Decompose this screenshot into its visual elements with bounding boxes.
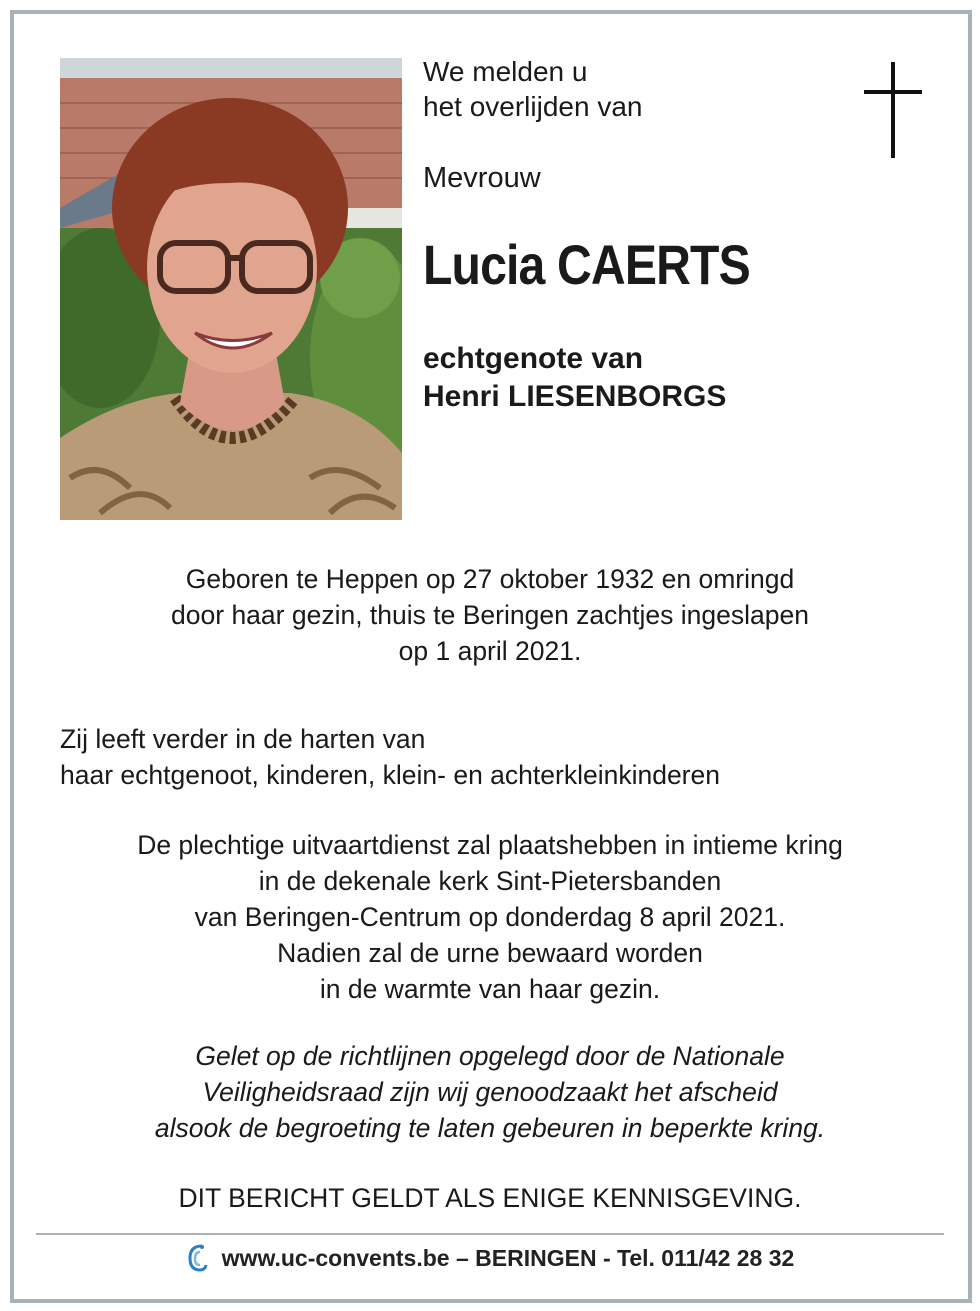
birth-line: door haar gezin, thuis te Beringen zachtjes ingeslapen bbox=[171, 600, 809, 630]
spouse-name: Henri LIESENBORGS bbox=[423, 380, 727, 413]
service-line: in de warmte van haar gezin. bbox=[319, 974, 661, 1004]
spouse-line: echtgenote van bbox=[423, 342, 644, 375]
birth-line: op 1 april 2021. bbox=[398, 636, 582, 666]
closing-line: DIT BERICHT GELDT ALS ENIGE KENNISGEVING. bbox=[178, 1183, 802, 1213]
footer bbox=[0, 1241, 980, 1275]
cross-icon bbox=[864, 62, 922, 165]
deceased-name: Lucia CAERTS bbox=[423, 233, 750, 296]
honorific: Mevrouw bbox=[423, 162, 541, 194]
lives-on-paragraph bbox=[60, 721, 720, 793]
service-paragraph bbox=[40, 827, 940, 1007]
service-line: van Beringen-Centrum op donderdag 8 april 2021. bbox=[194, 902, 786, 932]
service-line: Nadien zal de urne bewaard worden bbox=[277, 938, 703, 968]
notice-paragraph bbox=[40, 1038, 940, 1146]
portrait-photo bbox=[60, 58, 402, 520]
spouse-info bbox=[423, 340, 726, 416]
birth-paragraph bbox=[40, 561, 940, 669]
closing-statement bbox=[40, 1180, 940, 1216]
intro-line: We melden u bbox=[423, 56, 588, 87]
notice-line: alsook de begroeting te laten gebeuren in beperkte kring. bbox=[154, 1113, 826, 1143]
footer-contact-link[interactable]: www.uc-convents.be – BERINGEN - Tel. 011/42 28 32 bbox=[221, 1244, 795, 1271]
birth-line: Geboren te Heppen op 27 oktober 1932 en omringd bbox=[185, 564, 795, 594]
lives-on-line: haar echtgenoot, kinderen, klein- en achterkleinkinderen bbox=[60, 760, 720, 790]
notice-line: Gelet op de richtlijnen opgelegd door de Nationale bbox=[195, 1041, 785, 1071]
uc-convents-logo-icon bbox=[186, 1242, 208, 1274]
lives-on-line: Zij leeft verder in de harten van bbox=[60, 724, 426, 754]
service-line: De plechtige uitvaartdienst zal plaatshebben in intieme kring bbox=[137, 830, 843, 860]
footer-divider bbox=[36, 1233, 944, 1235]
notice-line: Veiligheidsraad zijn wij genoodzaakt het afscheid bbox=[202, 1077, 778, 1107]
intro-text bbox=[423, 54, 642, 124]
intro-line: het overlijden van bbox=[423, 91, 643, 122]
service-line: in de dekenale kerk Sint-Pietersbanden bbox=[258, 866, 722, 896]
